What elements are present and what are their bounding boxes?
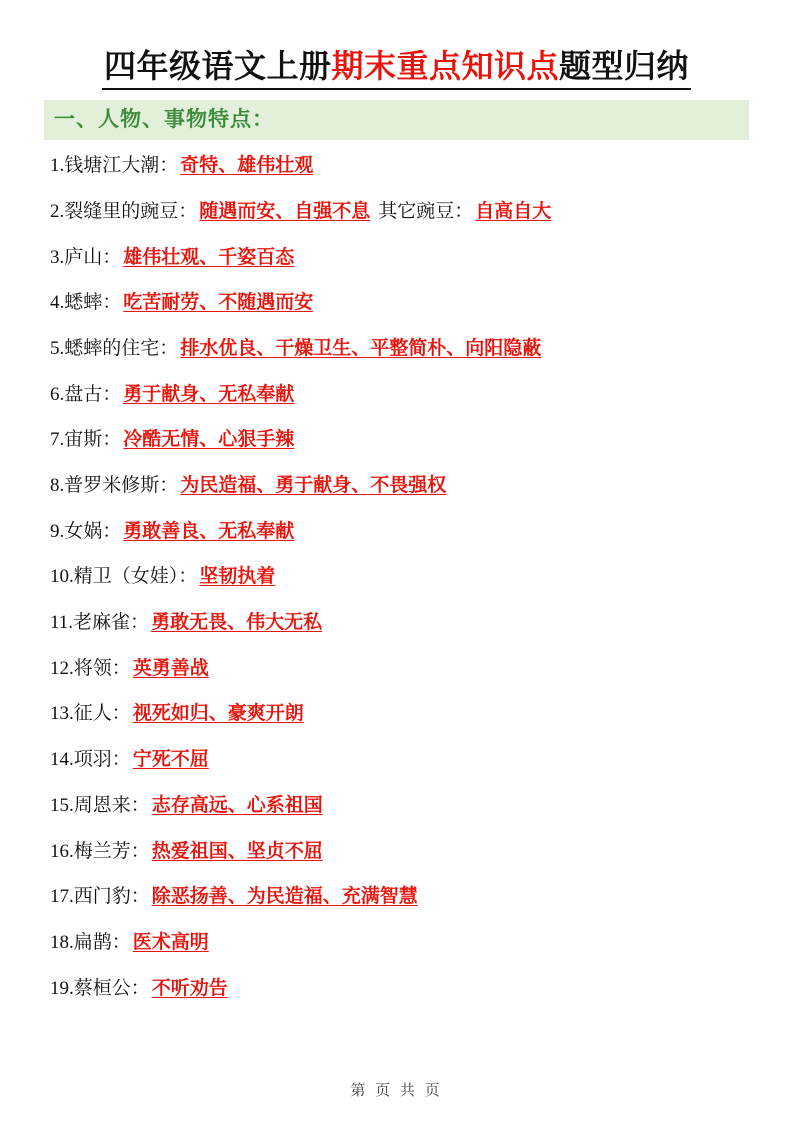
list-item [50, 840, 743, 865]
item-number: 6. [50, 383, 65, 405]
item-number: 13. [50, 703, 74, 725]
list-item [50, 931, 743, 956]
item-label: 梅兰芳： [73, 840, 150, 862]
page-title-part-1: 四年级语文上册 [103, 48, 332, 84]
page-title-part-2: 期末重点知识点 [331, 48, 559, 84]
item-number: 5. [50, 337, 65, 359]
item-label: 西门豹： [73, 886, 150, 908]
item-label: 宙斯： [64, 429, 122, 451]
list-item [50, 154, 743, 179]
page-title-wrap [44, 46, 749, 90]
item-label: 女娲： [64, 520, 122, 542]
item-number: 9. [50, 520, 65, 542]
item-answer: 志存高远、心系祖国 [151, 794, 323, 816]
item-label: 将领： [73, 657, 131, 679]
section-heading: 一、人物、事物特点： [44, 100, 749, 140]
item-label: 蟋蟀的住宅： [64, 337, 179, 359]
item-answer: 排水优良、干燥卫生、平整简朴、向阳隐蔽 [180, 337, 542, 359]
item-answer: 勇敢善良、无私奉献 [123, 520, 295, 542]
item-answer: 坚韧执着 [199, 566, 276, 588]
item-answer: 医术高明 [132, 931, 209, 953]
item-number: 15. [50, 794, 74, 816]
item-answer: 随遇而安、自强不息 [199, 200, 371, 222]
item-label: 蔡桓公： [73, 977, 150, 999]
page-title [102, 46, 691, 90]
item-answer: 宁死不屈 [132, 749, 209, 771]
list-item [50, 383, 743, 408]
item-label: 周恩来： [73, 794, 150, 816]
item-answer: 吃苦耐劳、不随遇而安 [123, 292, 314, 314]
item-number: 16. [50, 840, 74, 862]
item-answer-secondary: 自高自大 [475, 200, 552, 222]
list-item [50, 611, 743, 636]
item-list [44, 154, 749, 1001]
list-item [50, 702, 743, 727]
item-number: 3. [50, 246, 65, 268]
item-number: 14. [50, 749, 74, 771]
item-label: 盘古： [64, 383, 122, 405]
item-number: 10. [50, 566, 74, 588]
item-answer: 热爱祖国、坚贞不屈 [151, 840, 323, 862]
item-label: 征人： [73, 703, 131, 725]
list-item [50, 748, 743, 773]
page-title-part-3: 题型归纳 [559, 48, 690, 84]
item-number: 12. [50, 657, 74, 679]
item-answer: 勇敢无畏、伟大无私 [151, 612, 323, 634]
page-footer: 第 页 共 页 [350, 1083, 443, 1099]
list-item [50, 885, 743, 910]
item-number: 2. [50, 200, 65, 222]
list-item [50, 565, 743, 590]
list-item [50, 657, 743, 682]
item-number: 17. [50, 886, 74, 908]
item-answer: 不听劝告 [151, 977, 228, 999]
item-label: 老麻雀： [73, 612, 150, 634]
list-item [50, 291, 743, 316]
item-label: 精卫（女娃）： [73, 566, 198, 588]
list-item [50, 428, 743, 453]
item-answer: 冷酷无情、心狠手辣 [123, 429, 295, 451]
item-answer: 视死如归、豪爽开朗 [132, 703, 304, 725]
list-item [50, 474, 743, 499]
item-number: 1. [50, 155, 65, 177]
item-answer: 雄伟壮观、千姿百态 [123, 246, 295, 268]
list-item [50, 246, 743, 271]
item-label: 裂缝里的豌豆： [64, 200, 198, 222]
item-number: 11. [50, 612, 74, 634]
item-answer: 奇特、雄伟壮观 [180, 155, 314, 177]
list-item [50, 794, 743, 819]
item-label: 钱塘江大潮： [64, 155, 179, 177]
item-number: 4. [50, 292, 65, 314]
item-answer: 勇于献身、无私奉献 [123, 383, 295, 405]
item-answer: 为民造福、勇于献身、不畏强权 [180, 475, 447, 496]
item-number: 18. [50, 931, 74, 953]
item-label-secondary: 其它豌豆： [378, 200, 474, 222]
item-answer: 英勇善战 [132, 657, 209, 679]
item-label: 蟋蟀： [64, 292, 122, 314]
item-number: 8. [50, 475, 65, 496]
list-item [50, 520, 743, 545]
item-label: 普罗米修斯： [64, 475, 179, 496]
list-item [50, 200, 743, 225]
item-label: 庐山： [64, 246, 122, 268]
item-label: 扁鹊： [73, 931, 131, 953]
list-item [50, 977, 743, 1002]
item-number: 19. [50, 977, 74, 999]
item-answer: 除恶扬善、为民造福、充满智慧 [151, 886, 418, 908]
list-item [50, 337, 743, 362]
item-number: 7. [50, 429, 65, 451]
item-label: 项羽： [73, 749, 131, 771]
